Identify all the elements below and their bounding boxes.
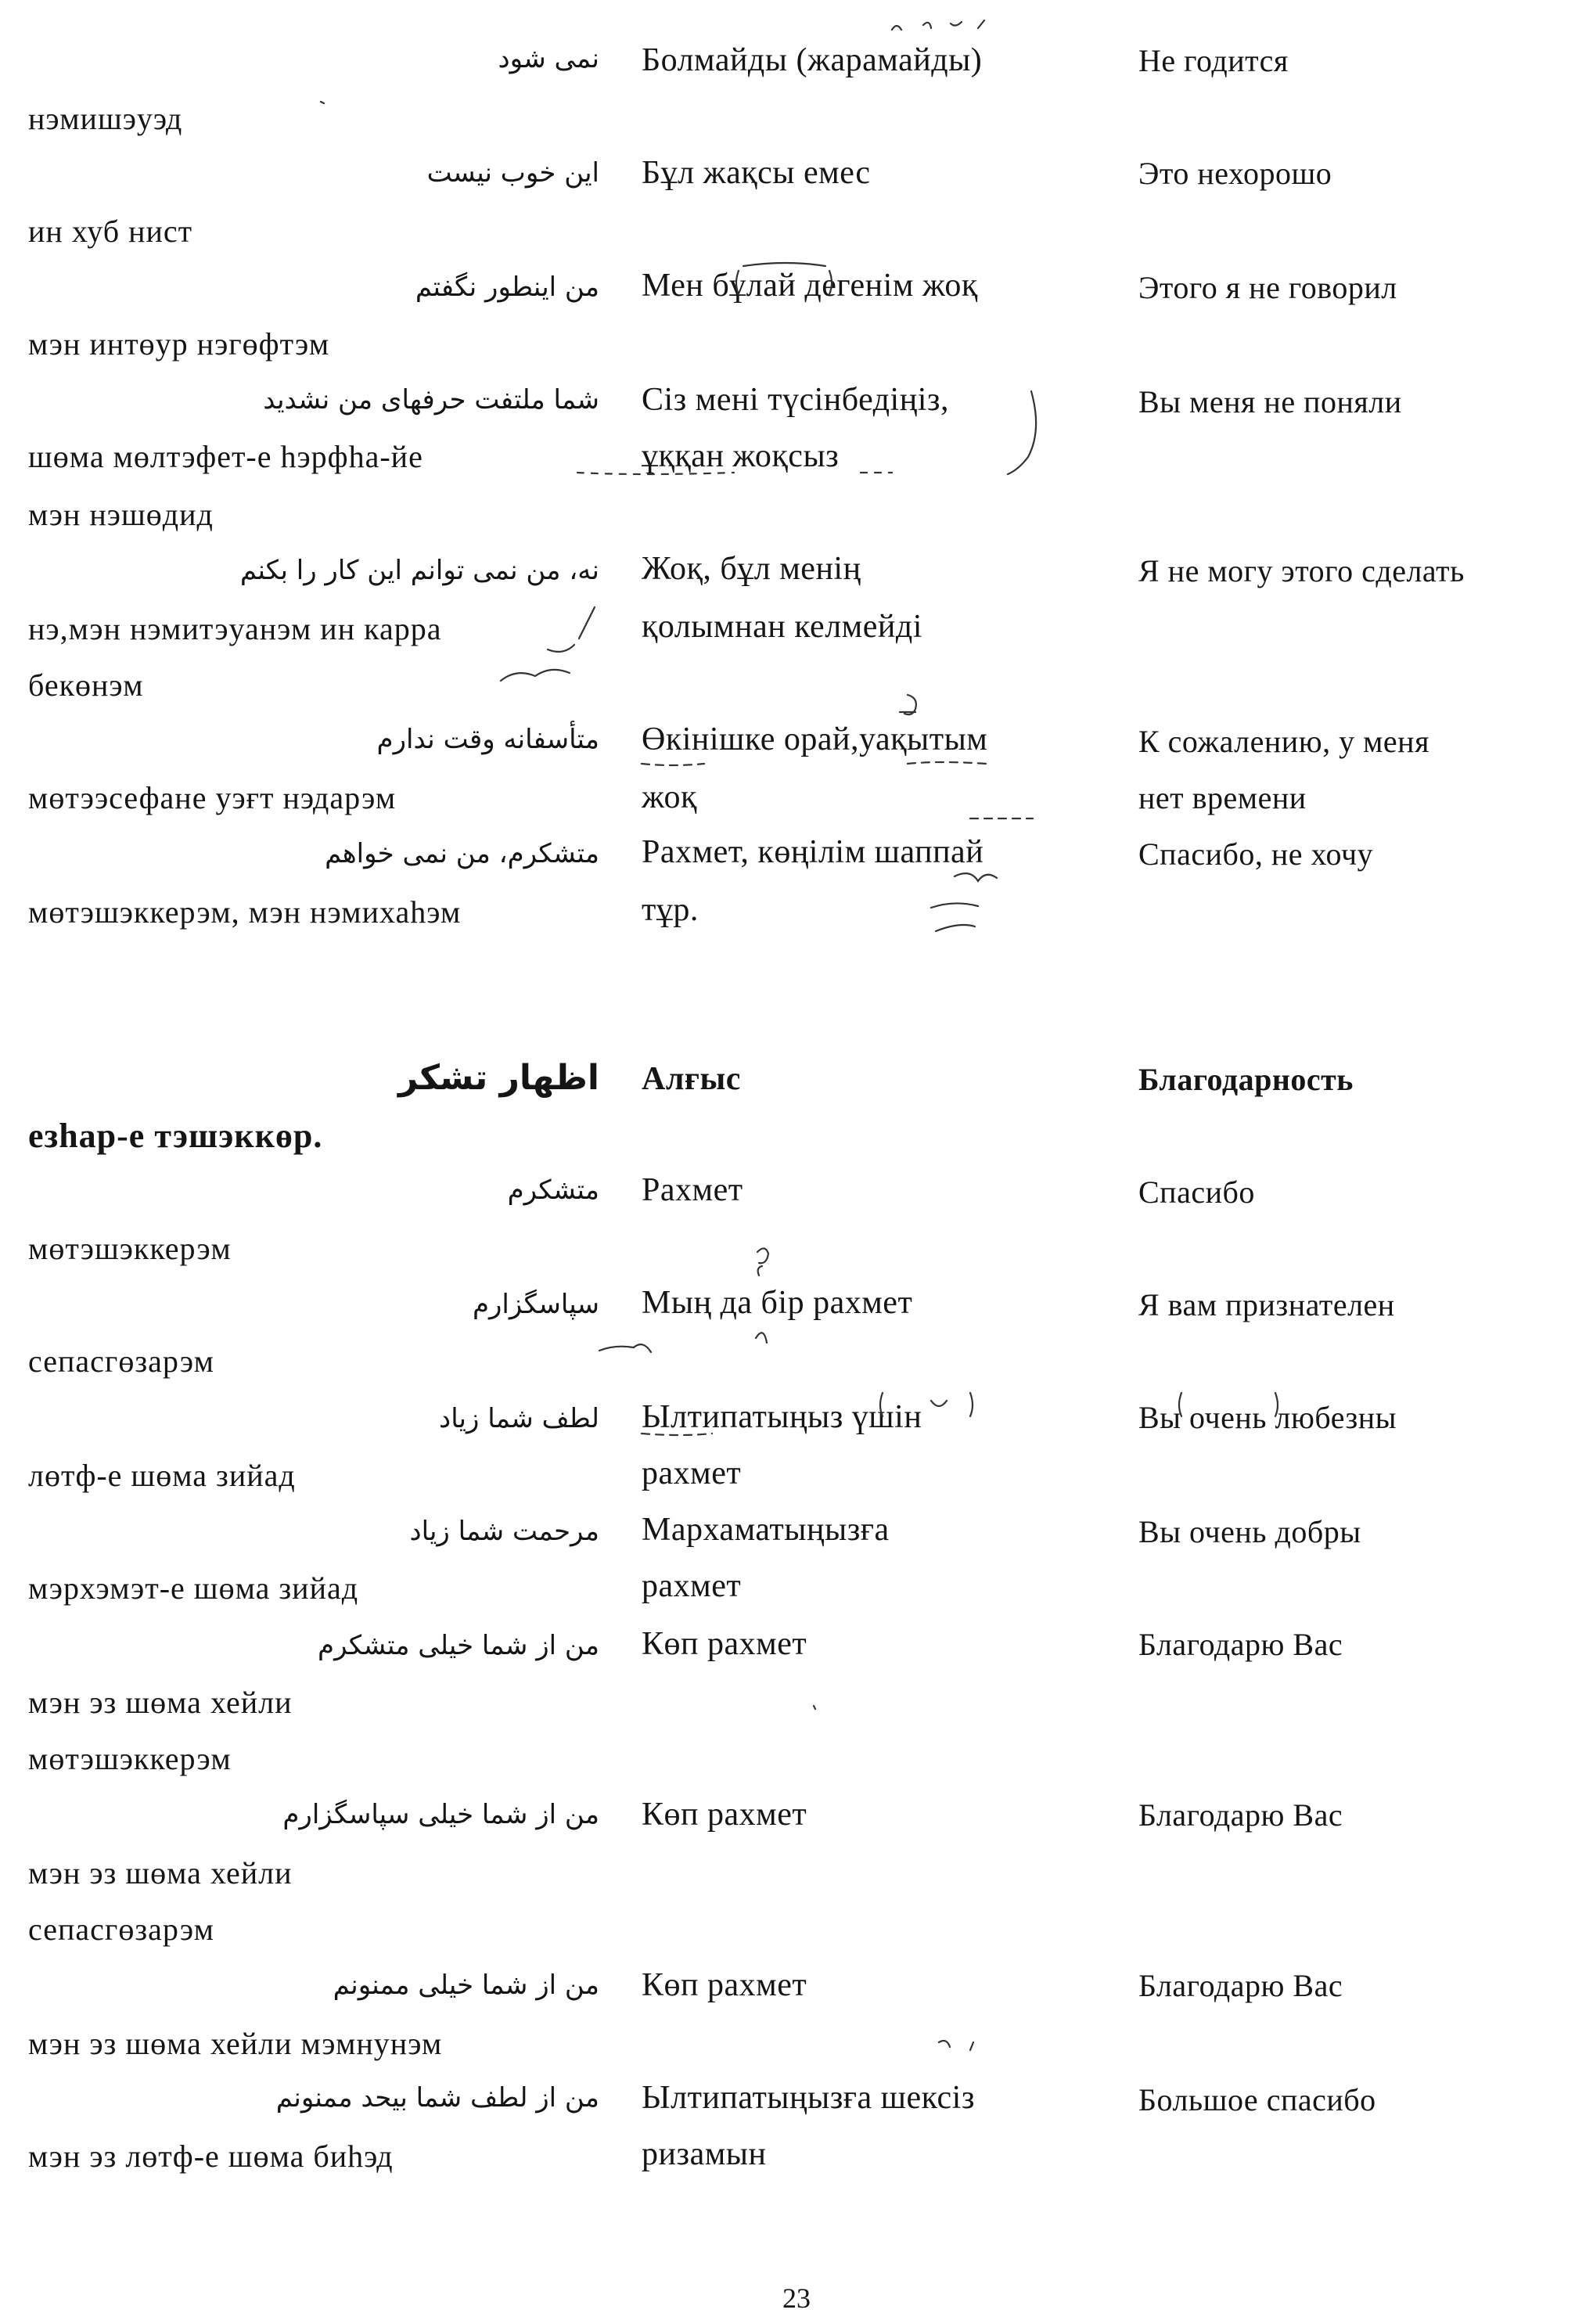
persian-phrase: نمی شود	[498, 43, 599, 74]
section-heading-russian: Благодарность	[1138, 1062, 1354, 1097]
kazakh-phrase: Мың да бір рахмет	[642, 1285, 913, 1321]
transliteration: шөма мөлтэфет-е hэрфhа-йе	[28, 439, 423, 474]
section-heading-persian: اظهار تشکر	[398, 1058, 599, 1098]
kazakh-phrase: Бұл жақсы емес	[642, 155, 871, 191]
page-number: 23	[782, 2283, 811, 2314]
kazakh-phrase: Мен бұлай дегенім жоқ	[642, 268, 978, 304]
transliteration: нэмишэуэд	[28, 101, 183, 136]
russian-phrase: Спасибо, не хочу	[1138, 836, 1374, 872]
russian-phrase: Вы очень добры	[1138, 1514, 1361, 1549]
persian-phrase: سپاسگزارم	[472, 1289, 599, 1320]
transliteration: ин хуб нист	[28, 214, 193, 249]
russian-phrase: К сожалению, у меня	[1138, 724, 1429, 759]
kazakh-phrase: рахмет	[642, 1455, 742, 1491]
section-heading-kazakh: Алғыс	[642, 1061, 741, 1097]
kazakh-phrase: ризамын	[642, 2136, 767, 2172]
transliteration: нэ,мэн нэмитэуанэм ин карра	[28, 611, 442, 646]
russian-phrase: Я вам признателен	[1138, 1287, 1395, 1322]
section-heading-transliteration: езhар-е тэшэккөр.	[28, 1117, 323, 1155]
kazakh-phrase: Жоқ, бұл менің	[642, 551, 861, 587]
kazakh-phrase: ұққан жоқсыз	[642, 438, 840, 474]
russian-phrase: Вы меня не поняли	[1138, 384, 1402, 419]
transliteration: мэн эз шөма хейли	[28, 1855, 293, 1890]
kazakh-phrase: Көп рахмет	[642, 1626, 807, 1662]
persian-phrase: نه، من نمی توانم این کار را بکنم	[239, 555, 599, 586]
russian-phrase: Благодарю Вас	[1138, 1797, 1343, 1833]
persian-phrase: من از شما خیلی سپاسگزارم	[282, 1799, 599, 1830]
kazakh-phrase: тұр.	[642, 892, 699, 928]
transliteration: бекөнэм	[28, 667, 144, 703]
kazakh-phrase: Болмайды (жарамайды)	[642, 42, 983, 78]
persian-phrase: من از شما خیلی متشکرم	[318, 1630, 599, 1661]
transliteration: мөтэшэккерэм	[28, 1231, 232, 1266]
russian-phrase: Я не могу этого сделать	[1138, 553, 1465, 588]
transliteration: мэн нэшөдид	[28, 497, 214, 532]
transliteration: мэн эз шөма хейли	[28, 1685, 293, 1720]
russian-phrase: Этого я не говорил	[1138, 270, 1397, 305]
russian-phrase: Это нехорошо	[1138, 156, 1332, 191]
transliteration: мэн эз лөтф-е шөма биhэд	[28, 2139, 394, 2174]
kazakh-phrase: Рахмет	[642, 1172, 743, 1208]
russian-phrase: нет времени	[1138, 780, 1307, 815]
persian-phrase: متأسفانه وقت ندارم	[376, 724, 599, 755]
russian-phrase: Большое спасибо	[1138, 2082, 1376, 2117]
kazakh-phrase: жоқ	[642, 779, 697, 815]
persian-phrase: مرحمت شما زیاد	[409, 1516, 599, 1547]
kazakh-phrase: қолымнан келмейді	[642, 609, 922, 645]
transliteration: мэн интөур нэгөфтэм	[28, 326, 330, 362]
kazakh-phrase: Ылтипатыңызға шексіз	[642, 2080, 975, 2116]
transliteration: сепасгөзарэм	[28, 1912, 214, 1947]
transliteration: мөтээсефане уэғт нэдарэм	[28, 780, 397, 815]
persian-phrase: شما ملتفت حرفهای من نشدید	[263, 384, 599, 416]
kazakh-phrase: Сіз мені түсінбедіңіз,	[642, 382, 949, 418]
russian-phrase: Благодарю Вас	[1138, 1627, 1343, 1662]
russian-phrase: Благодарю Вас	[1138, 1968, 1343, 2003]
kazakh-phrase: рахмет	[642, 1568, 742, 1604]
russian-phrase: Спасибо	[1138, 1175, 1255, 1210]
persian-phrase: من از لطف شما بیحد ممنونم	[275, 2082, 599, 2114]
kazakh-phrase: Рахмет, көңілім шаппай	[642, 834, 984, 870]
kazakh-phrase: Көп рахмет	[642, 1967, 807, 2003]
kazakh-phrase: Өкінішке орай,уақытым	[642, 721, 988, 757]
transliteration: мөтэшэккерэм	[28, 1741, 232, 1776]
transliteration: лөтф-е шөма зийад	[28, 1458, 296, 1493]
transliteration: мэн эз шөма хейли мэмнунэм	[28, 2026, 443, 2061]
kazakh-phrase: Мархаматыңызға	[642, 1512, 890, 1548]
persian-phrase: این خوب نیست	[426, 157, 599, 189]
russian-phrase: Вы очень любезны	[1138, 1400, 1397, 1435]
persian-phrase: من اینطور نگفتم	[415, 272, 599, 303]
transliteration: мэрхэмэт-е шөма зийад	[28, 1570, 359, 1606]
persian-phrase: لطف شما زیاد	[439, 1403, 599, 1434]
transliteration: мөтэшэккерэм, мэн нэмихаhэм	[28, 894, 462, 930]
kazakh-phrase: Көп рахмет	[642, 1797, 807, 1833]
transliteration: сепасгөзарэм	[28, 1344, 214, 1379]
persian-phrase: متشکرم، من نمی خواهم	[325, 838, 599, 869]
persian-phrase: من از شما خیلی ممنونم	[333, 1970, 599, 2001]
russian-phrase: Не годится	[1138, 43, 1289, 78]
kazakh-phrase: Ылтипатыңыз үшін	[642, 1399, 922, 1435]
persian-phrase: متشکرم	[507, 1175, 599, 1206]
